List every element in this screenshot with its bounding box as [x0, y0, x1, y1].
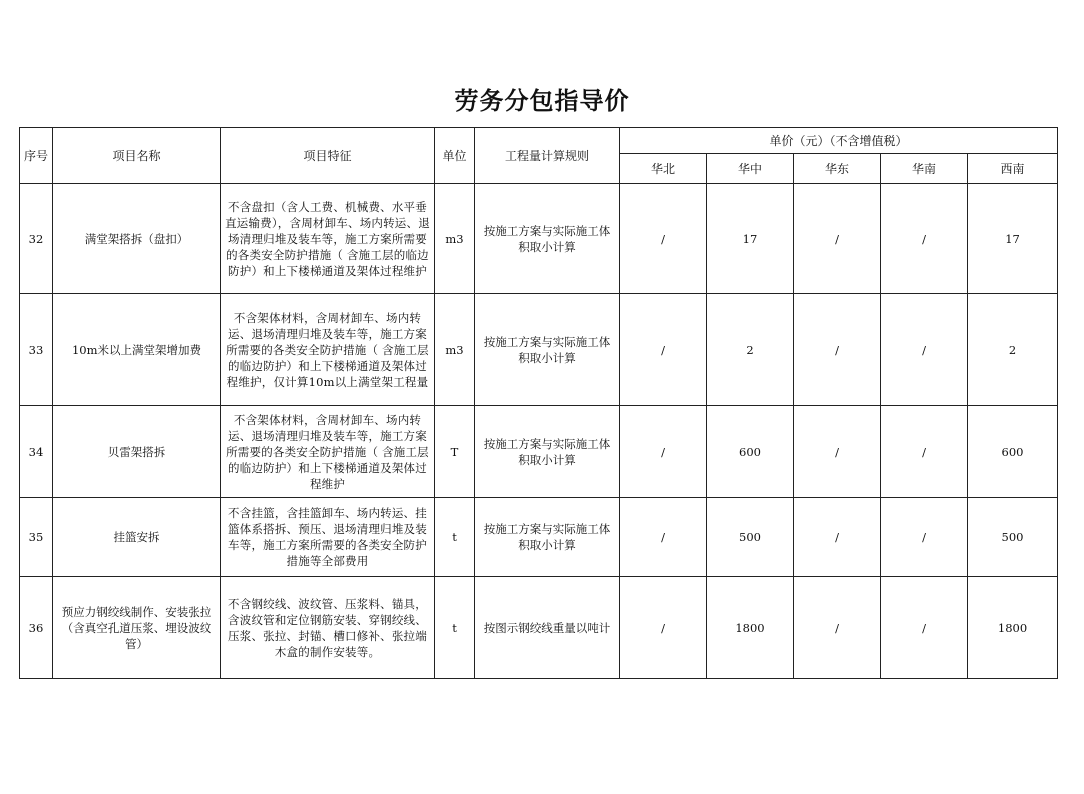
row-feature: 不含架体材料，含周材卸车、场内转运、退场清理归堆及装车等，施工方案所需要的各类安全防护措施（ 含施工层的临边防护）和上下楼梯通道及架体过程维护	[221, 406, 435, 498]
row-price-south: /	[881, 184, 968, 294]
header-unit: 单位	[435, 128, 475, 184]
row-price-east: /	[794, 406, 881, 498]
row-price-southwest: 600	[968, 406, 1058, 498]
header-price-group: 单价（元）（不含增值税）	[620, 128, 1058, 154]
row-price-central: 500	[707, 498, 794, 577]
row-feature: 不含钢绞线、波纹管、压浆料、锚具，含波纹管和定位钢筋安装、穿钢绞线、压浆、张拉、封锚、槽口修补、张拉端木盒的制作安装等。	[221, 577, 435, 679]
row-seq: 35	[20, 498, 53, 577]
row-price-north: /	[620, 406, 707, 498]
row-price-north: /	[620, 577, 707, 679]
row-name: 挂篮安拆	[53, 498, 221, 577]
row-price-south: /	[881, 498, 968, 577]
row-price-east: /	[794, 577, 881, 679]
row-unit: m3	[435, 294, 475, 406]
row-price-east: /	[794, 498, 881, 577]
row-seq: 32	[20, 184, 53, 294]
row-price-north: /	[620, 184, 707, 294]
row-price-southwest: 500	[968, 498, 1058, 577]
row-feature: 不含盘扣（含人工费、机械费、水平垂直运输费），含周材卸车、场内转运、退场清理归堆及装车等，施工方案所需要的各类安全防护措施（ 含施工层的临边防护）和上下楼梯通道及架体过程维护	[221, 184, 435, 294]
row-price-central: 600	[707, 406, 794, 498]
row-price-southwest: 2	[968, 294, 1058, 406]
row-rule: 按图示钢绞线重量以吨计	[475, 577, 620, 679]
row-unit: t	[435, 498, 475, 577]
row-name: 10m米以上满堂架增加费	[53, 294, 221, 406]
row-seq: 36	[20, 577, 53, 679]
row-price-north: /	[620, 294, 707, 406]
header-region-north: 华北	[620, 154, 707, 184]
header-feature: 项目特征	[221, 128, 435, 184]
row-unit: m3	[435, 184, 475, 294]
table-row	[20, 184, 1058, 294]
header-region-central: 华中	[707, 154, 794, 184]
header-rule: 工程量计算规则	[475, 128, 620, 184]
row-rule: 按施工方案与实际施工体积取小计算	[475, 406, 620, 498]
row-price-central: 1800	[707, 577, 794, 679]
table-row	[20, 294, 1058, 406]
row-price-south: /	[881, 577, 968, 679]
page-title: 劳务分包指导价	[454, 87, 630, 115]
row-price-central: 2	[707, 294, 794, 406]
row-price-east: /	[794, 294, 881, 406]
row-name: 满堂架搭拆（盘扣）	[53, 184, 221, 294]
row-rule: 按施工方案与实际施工体积取小计算	[475, 184, 620, 294]
row-price-central: 17	[707, 184, 794, 294]
row-rule: 按施工方案与实际施工体积取小计算	[475, 498, 620, 577]
table-row	[20, 577, 1058, 679]
row-feature: 不含挂篮，含挂篮卸车、场内转运、挂篮体系搭拆、预压、退场清理归堆及装车等，施工方案所需要的各类安全防护措施等全部费用	[221, 498, 435, 577]
row-seq: 34	[20, 406, 53, 498]
row-price-south: /	[881, 406, 968, 498]
header-row-1	[20, 128, 1058, 154]
row-seq: 33	[20, 294, 53, 406]
header-seq: 序号	[20, 128, 53, 184]
row-price-southwest: 17	[968, 184, 1058, 294]
row-rule: 按施工方案与实际施工体积取小计算	[475, 294, 620, 406]
row-price-east: /	[794, 184, 881, 294]
header-region-south: 华南	[881, 154, 968, 184]
row-price-southwest: 1800	[968, 577, 1058, 679]
header-region-southwest: 西南	[968, 154, 1058, 184]
row-name: 贝雷架搭拆	[53, 406, 221, 498]
header-region-east: 华东	[794, 154, 881, 184]
row-unit: T	[435, 406, 475, 498]
row-feature: 不含架体材料，含周材卸车、场内转运、退场清理归堆及装车等，施工方案所需要的各类安全防护措施（ 含施工层的临边防护）和上下楼梯通道及架体过程维护，仅计算10m以上满堂架工程量	[221, 294, 435, 406]
row-name: 预应力钢绞线制作、安装张拉（含真空孔道压浆、埋设波纹管）	[53, 577, 221, 679]
table-row	[20, 406, 1058, 498]
row-price-south: /	[881, 294, 968, 406]
row-price-north: /	[620, 498, 707, 577]
row-unit: t	[435, 577, 475, 679]
price-table	[19, 127, 1058, 679]
header-name: 项目名称	[53, 128, 221, 184]
table-row	[20, 498, 1058, 577]
